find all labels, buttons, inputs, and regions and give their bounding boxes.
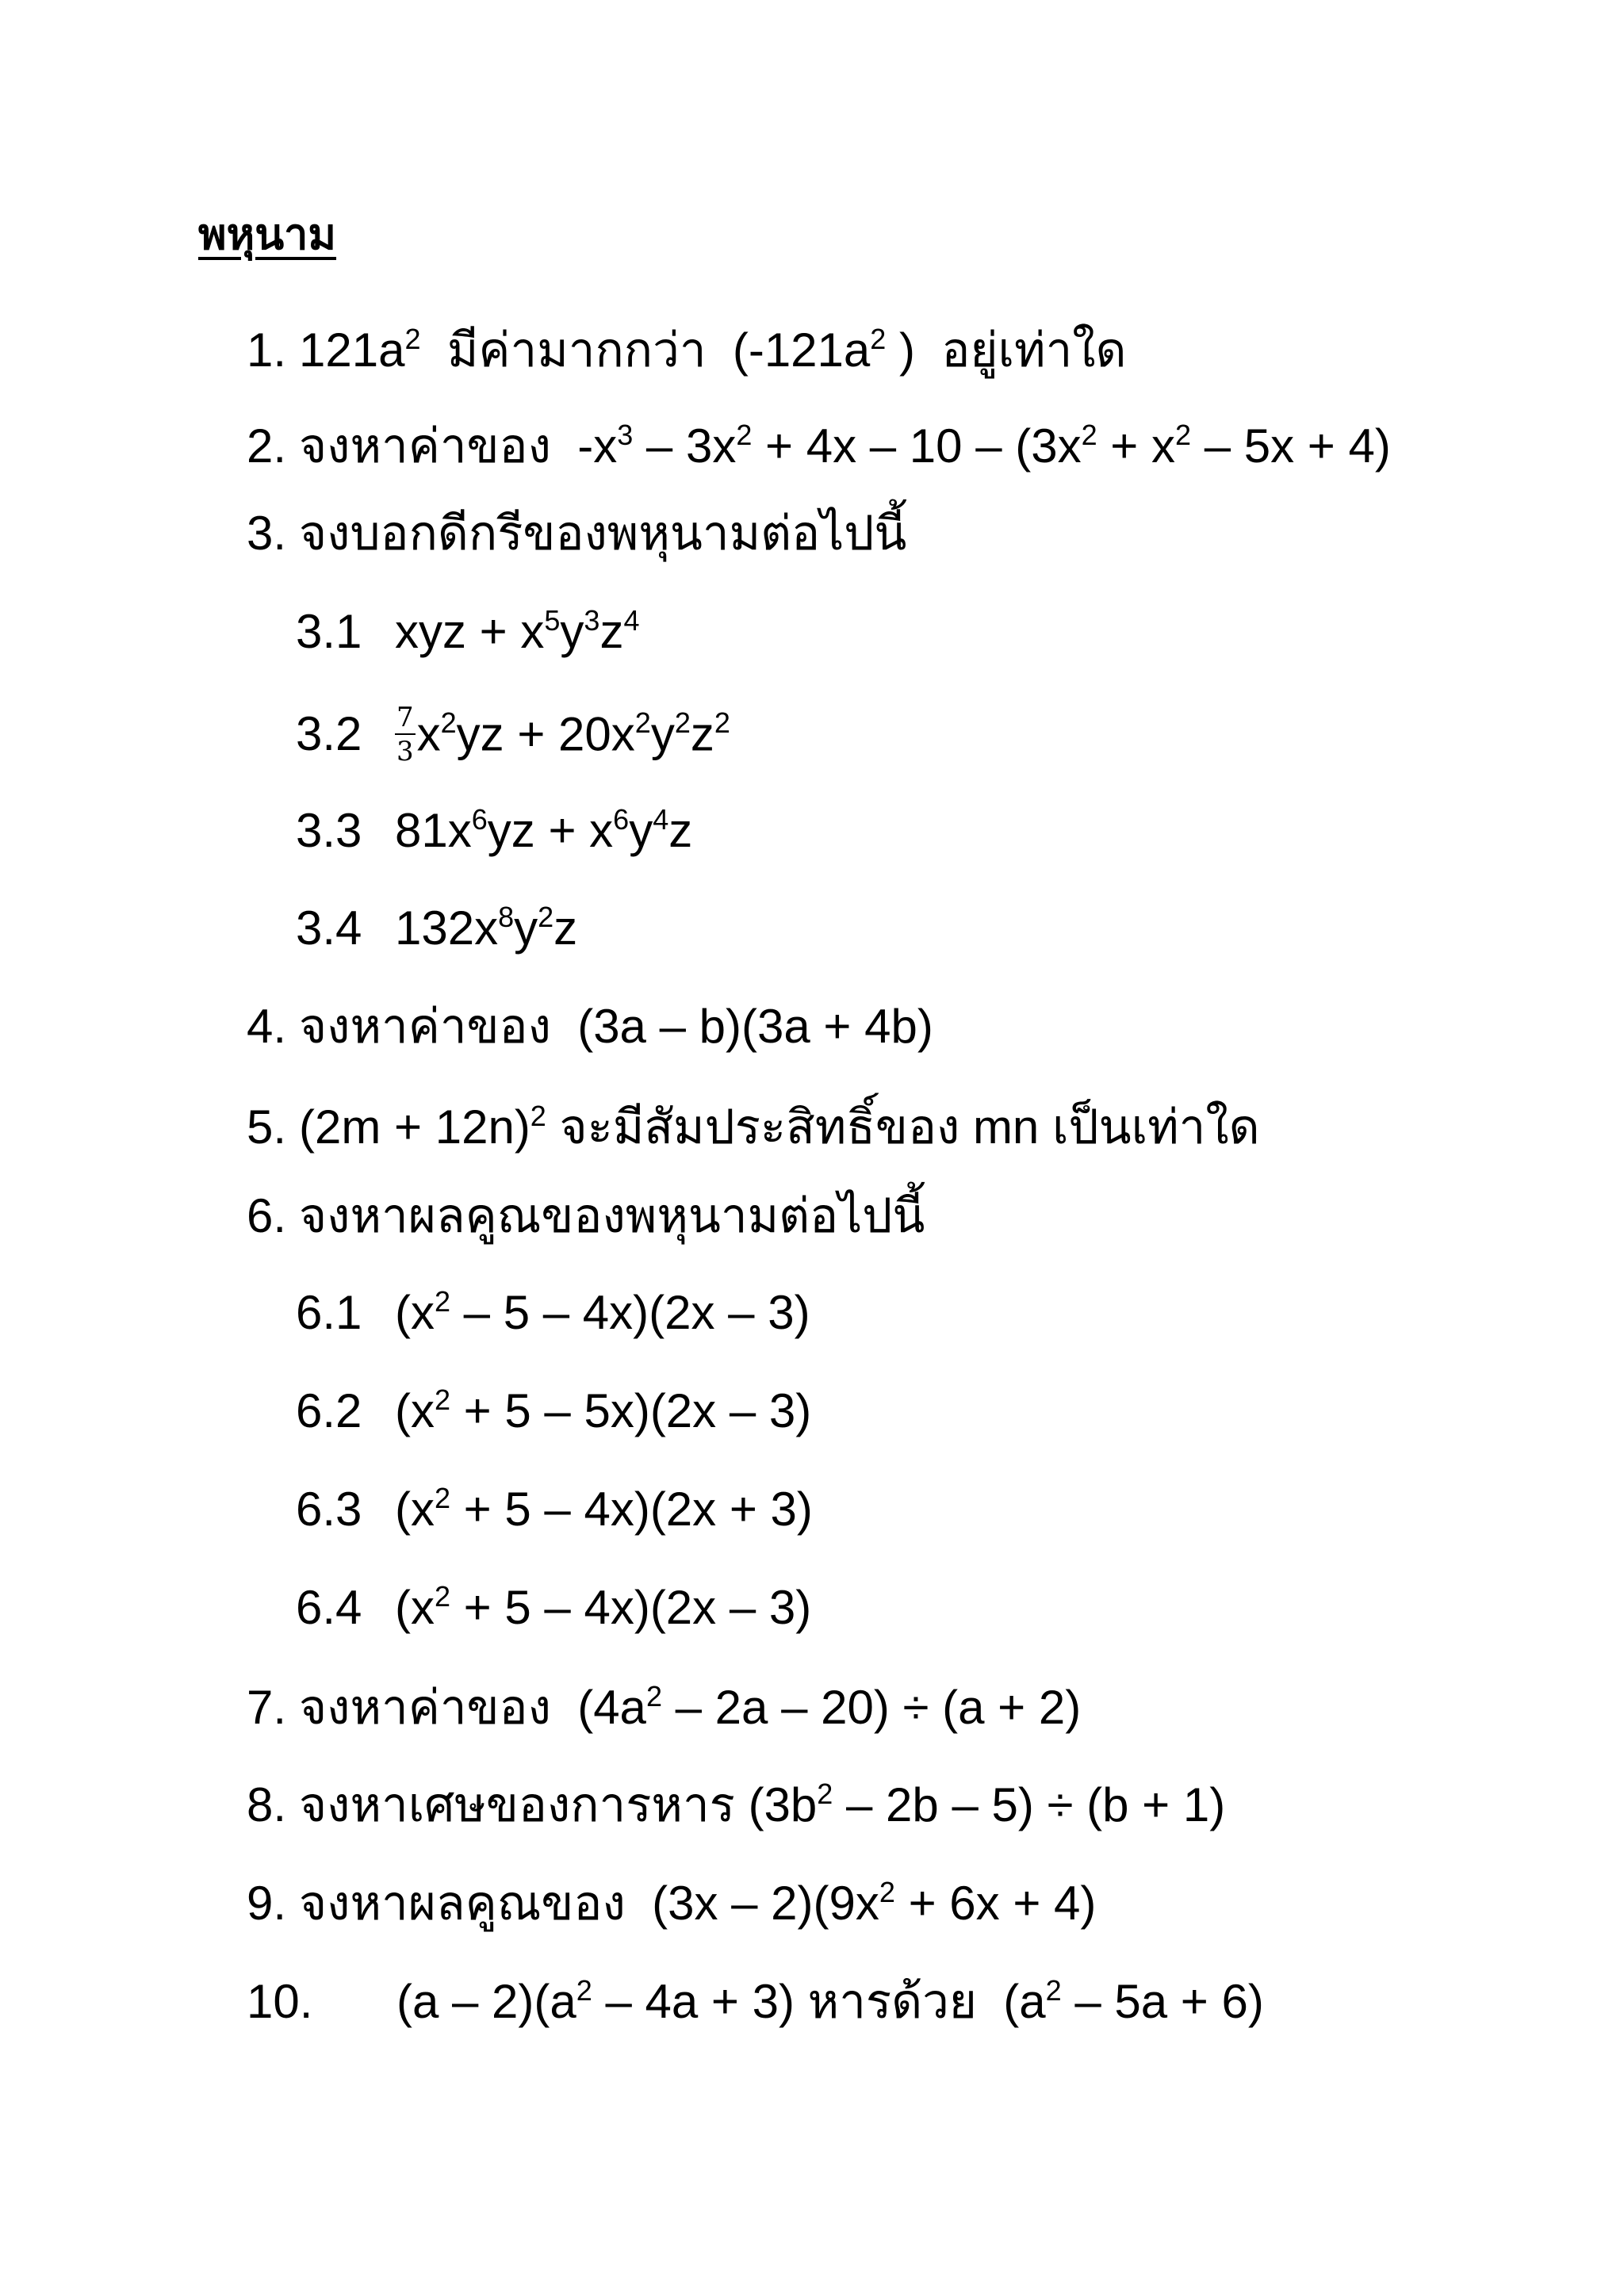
question-number: 6.4: [296, 1581, 362, 1634]
exponent: 2: [736, 419, 753, 451]
question-6-1: [296, 1285, 810, 1339]
question-3-4: [296, 901, 578, 955]
expr-text: – 5a + 6): [1061, 1975, 1264, 2028]
question-1: [247, 323, 1127, 377]
question-number: 3.4: [296, 901, 362, 955]
question-number: 6.3: [296, 1483, 362, 1536]
question-4: [247, 1000, 933, 1053]
expr-text: + x: [1097, 419, 1176, 473]
expr-text: (2m + 12n): [299, 1100, 530, 1154]
expr-text: จงหาค่าของ -x: [299, 419, 618, 473]
expr-text: 121a: [299, 323, 405, 377]
expr-text: y: [514, 901, 538, 955]
exponent: 2: [879, 1876, 895, 1908]
question-3: [247, 507, 907, 560]
expr-text: จงหาผลคูณของ (3x – 2)(9x: [299, 1877, 879, 1930]
expr-text: จงหาเศษของการหาร (3b: [299, 1778, 818, 1831]
expr-text: 81x: [395, 804, 472, 857]
question-number: 4.: [247, 1000, 287, 1053]
exponent: 2: [817, 1777, 833, 1810]
exponent: 2: [434, 1580, 451, 1613]
expr-text: ) อยู่เท่าใด: [886, 323, 1127, 377]
question-number: 3.2: [296, 707, 362, 761]
exponent: 2: [434, 1383, 451, 1416]
expr-text: – 5 – 4x)(2x – 3): [450, 1286, 810, 1339]
exponent: 4: [623, 604, 640, 637]
question-10: [247, 1974, 1264, 2028]
question-number: 10.: [247, 1975, 313, 2028]
exponent: 2: [404, 323, 421, 355]
question-3-3: [296, 803, 693, 857]
exponent: 2: [714, 706, 730, 740]
exponent: 2: [674, 706, 691, 740]
expr-text: y: [629, 804, 653, 857]
fraction-denominator: 3: [396, 736, 414, 767]
question-3-1: [296, 604, 640, 658]
question-number: 2.: [247, 419, 287, 473]
exponent: 2: [434, 1285, 451, 1318]
expr-text: (x: [395, 1286, 435, 1339]
expr-text: – 4a + 3) หารด้วย (a: [592, 1975, 1046, 2028]
question-text: จงหาผลคูณของพหุนามต่อไปนี้: [299, 1189, 925, 1242]
expr-text: มีค่ามากกว่า (-121a: [420, 323, 871, 377]
expr-text: – 3x: [633, 419, 737, 473]
expr-text: xyz + x: [395, 605, 545, 658]
exponent: 2: [870, 323, 887, 355]
question-6-4: [296, 1580, 812, 1634]
exponent: 2: [440, 706, 457, 740]
page-title: พหุนาม: [198, 211, 337, 258]
question-number: 8.: [247, 1778, 287, 1831]
question-6-2: [296, 1383, 812, 1437]
expr-text: x: [416, 707, 441, 761]
expr-text: (x: [395, 1384, 435, 1437]
exponent: 2: [645, 1680, 662, 1712]
expr-text: yz + x: [487, 804, 614, 857]
expr-text: – 2a – 20) ÷ (a + 2): [661, 1681, 1082, 1734]
expr-text: + 6x + 4): [894, 1877, 1097, 1930]
expr-text: + 5 – 4x)(2x – 3): [450, 1581, 812, 1634]
expr-text: + 5 – 5x)(2x – 3): [450, 1384, 812, 1437]
question-number: 9.: [247, 1877, 287, 1930]
expr-text: + 5 – 4x)(2x + 3): [450, 1483, 813, 1536]
question-6-3: [296, 1482, 813, 1536]
question-text: จงหาค่าของ (3a – b)(3a + 4b): [299, 1000, 933, 1053]
exponent: 6: [471, 803, 488, 836]
question-6: [247, 1189, 925, 1242]
question-9: [247, 1876, 1097, 1930]
question-number: 5.: [247, 1100, 287, 1154]
exponent: 4: [653, 803, 669, 836]
question-number: 6.1: [296, 1286, 362, 1339]
question-5: [247, 1100, 1260, 1154]
question-number: 6.: [247, 1189, 287, 1242]
exponent: 2: [530, 1100, 546, 1132]
exponent: 2: [576, 1974, 592, 2007]
exponent: 2: [634, 706, 651, 740]
expr-text: + 4x – 10 – (3x: [752, 419, 1082, 473]
expr-text: – 5x + 4): [1191, 419, 1391, 473]
question-number: 3.: [247, 507, 287, 560]
expr-text: yz + 20x: [456, 707, 635, 761]
question-number: 6.2: [296, 1384, 362, 1437]
exponent: 2: [1081, 419, 1097, 451]
expr-text: z: [599, 605, 624, 658]
expr-text: จะมีสัมประสิทธิ์ของ mn เป็นเท่าใด: [546, 1100, 1260, 1154]
exponent: 2: [1175, 419, 1192, 451]
expr-text: (x: [395, 1581, 435, 1634]
question-text: จงบอกดีกรีของพหุนามต่อไปนี้: [299, 507, 907, 560]
expr-text: 132x: [395, 901, 499, 955]
question-7: [247, 1680, 1082, 1734]
exponent: 3: [584, 604, 600, 637]
exponent: 2: [434, 1482, 451, 1514]
expr-text: (x: [395, 1483, 435, 1536]
fraction: [395, 704, 416, 765]
expr-text: จงหาค่าของ (4a: [299, 1681, 646, 1734]
exponent: 8: [498, 901, 515, 933]
expr-text: y: [560, 605, 584, 658]
expr-text: y: [650, 707, 675, 761]
question-number: 1.: [247, 323, 287, 377]
question-number: 3.1: [296, 605, 362, 658]
exponent: 6: [613, 803, 630, 836]
fraction-numerator: 7: [396, 702, 414, 733]
question-number: 3.3: [296, 804, 362, 857]
expr-text: z: [690, 707, 714, 761]
expr-text: (a – 2)(a: [396, 1975, 576, 2028]
expr-text: – 2b – 5) ÷ (b + 1): [833, 1778, 1226, 1831]
question-8: [247, 1777, 1226, 1831]
exponent: 3: [617, 419, 634, 451]
expr-text: z: [553, 901, 578, 955]
exponent: 2: [1045, 1974, 1062, 2007]
exponent: 5: [544, 604, 561, 637]
expr-text: z: [668, 804, 693, 857]
question-2: [247, 419, 1391, 473]
exponent: 2: [538, 901, 554, 933]
question-number: 7.: [247, 1681, 287, 1734]
question-3-2: [296, 702, 730, 768]
